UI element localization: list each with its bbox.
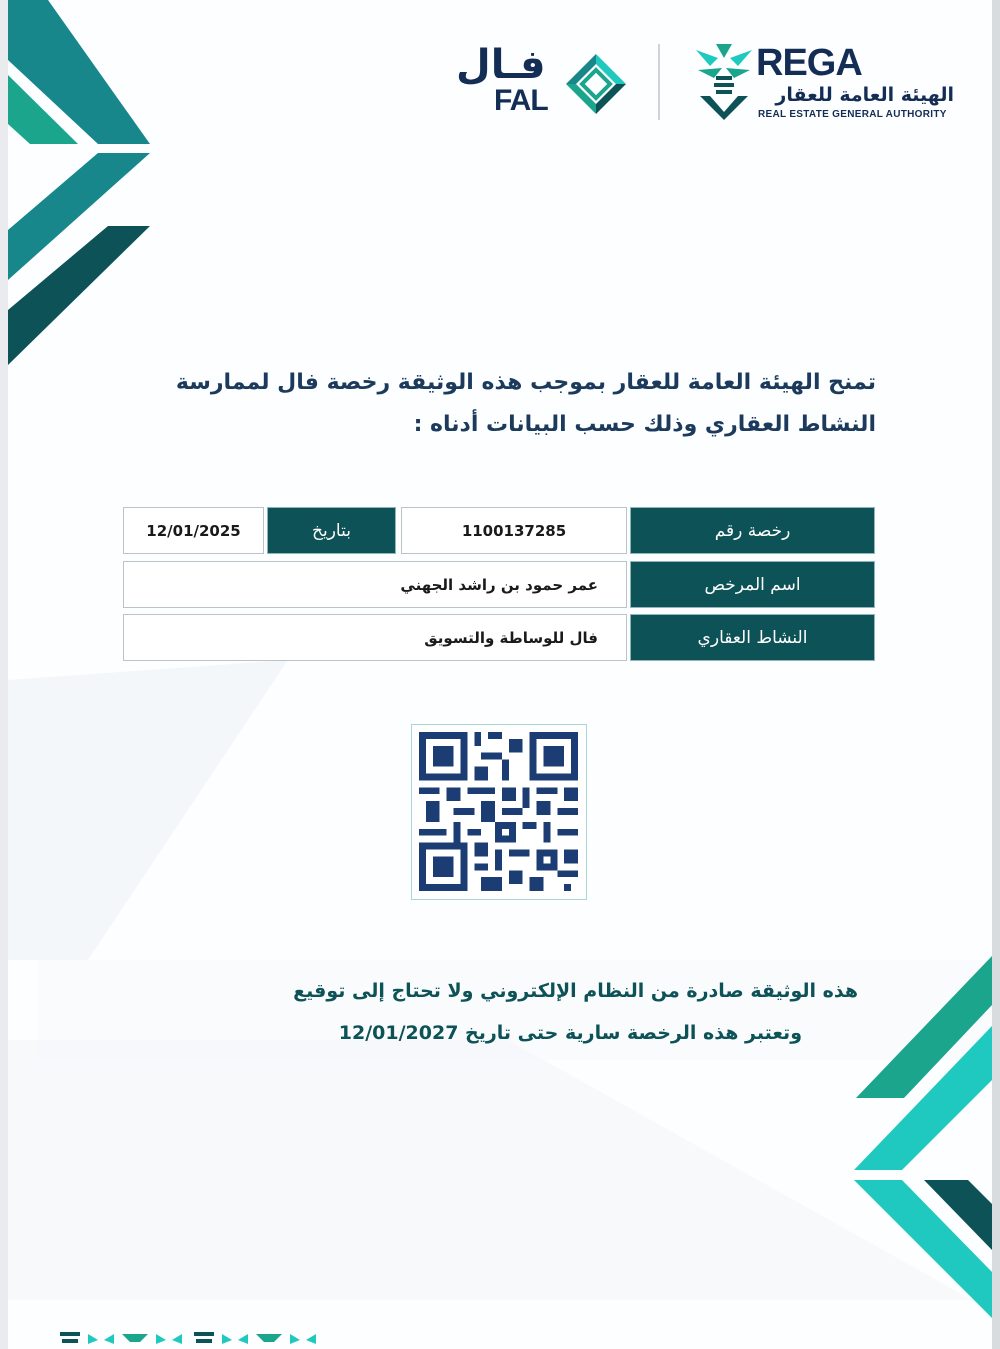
license-number-value: 1100137285: [401, 507, 627, 554]
footer-line-2: وتعتبر هذه الرخصة سارية حتى تاريخ 12/01/2027: [338, 1022, 802, 1044]
fal-diamond-logo-icon: [564, 52, 628, 116]
licensee-name-value: عمر حمود بن راشد الجهني: [123, 561, 627, 608]
license-number-label: رخصة رقم: [630, 507, 875, 554]
qr-code-frame[interactable]: [411, 724, 587, 900]
header-logos: [456, 40, 956, 130]
licensee-name-label: اسم المرخص: [630, 561, 875, 608]
bottom-right-chevron-decoration: [838, 950, 992, 1330]
rega-logo-english-name: REAL ESTATE GENERAL AUTHORITY: [758, 109, 947, 120]
footer-note: [238, 970, 858, 1054]
fal-logo-english: FAL: [494, 84, 548, 117]
rega-palm-logo-icon: [694, 44, 754, 120]
activity-label: النشاط العقاري: [630, 614, 875, 661]
rega-logo-acronym: REGA: [756, 42, 862, 84]
qr-code-icon: [412, 725, 585, 898]
footer-line-1: هذه الوثيقة صادرة من النظام الإلكتروني ولا تحتاج إلى توقيع: [293, 980, 858, 1002]
intro-line-2: النشاط العقاري وذلك حسب البيانات أدناه :: [413, 412, 876, 437]
activity-value: فال للوساطة والتسويق: [123, 614, 627, 661]
logo-divider: [658, 44, 660, 120]
date-label: بتاريخ: [267, 507, 396, 554]
license-document: [8, 0, 992, 1349]
intro-paragraph: [120, 362, 876, 446]
fal-logo-arabic: فـال: [456, 42, 546, 88]
date-value: 12/01/2025: [123, 507, 264, 554]
page-edge: [992, 0, 1000, 1349]
top-left-chevron-decoration: [8, 0, 168, 380]
intro-line-1: تمنح الهيئة العامة للعقار بموجب هذه الوثيقة رخصة فال لممارسة: [175, 370, 876, 395]
bottom-pattern-strip: [60, 1330, 330, 1346]
rega-logo-arabic-name: الهيئة العامة للعقار: [775, 84, 954, 106]
